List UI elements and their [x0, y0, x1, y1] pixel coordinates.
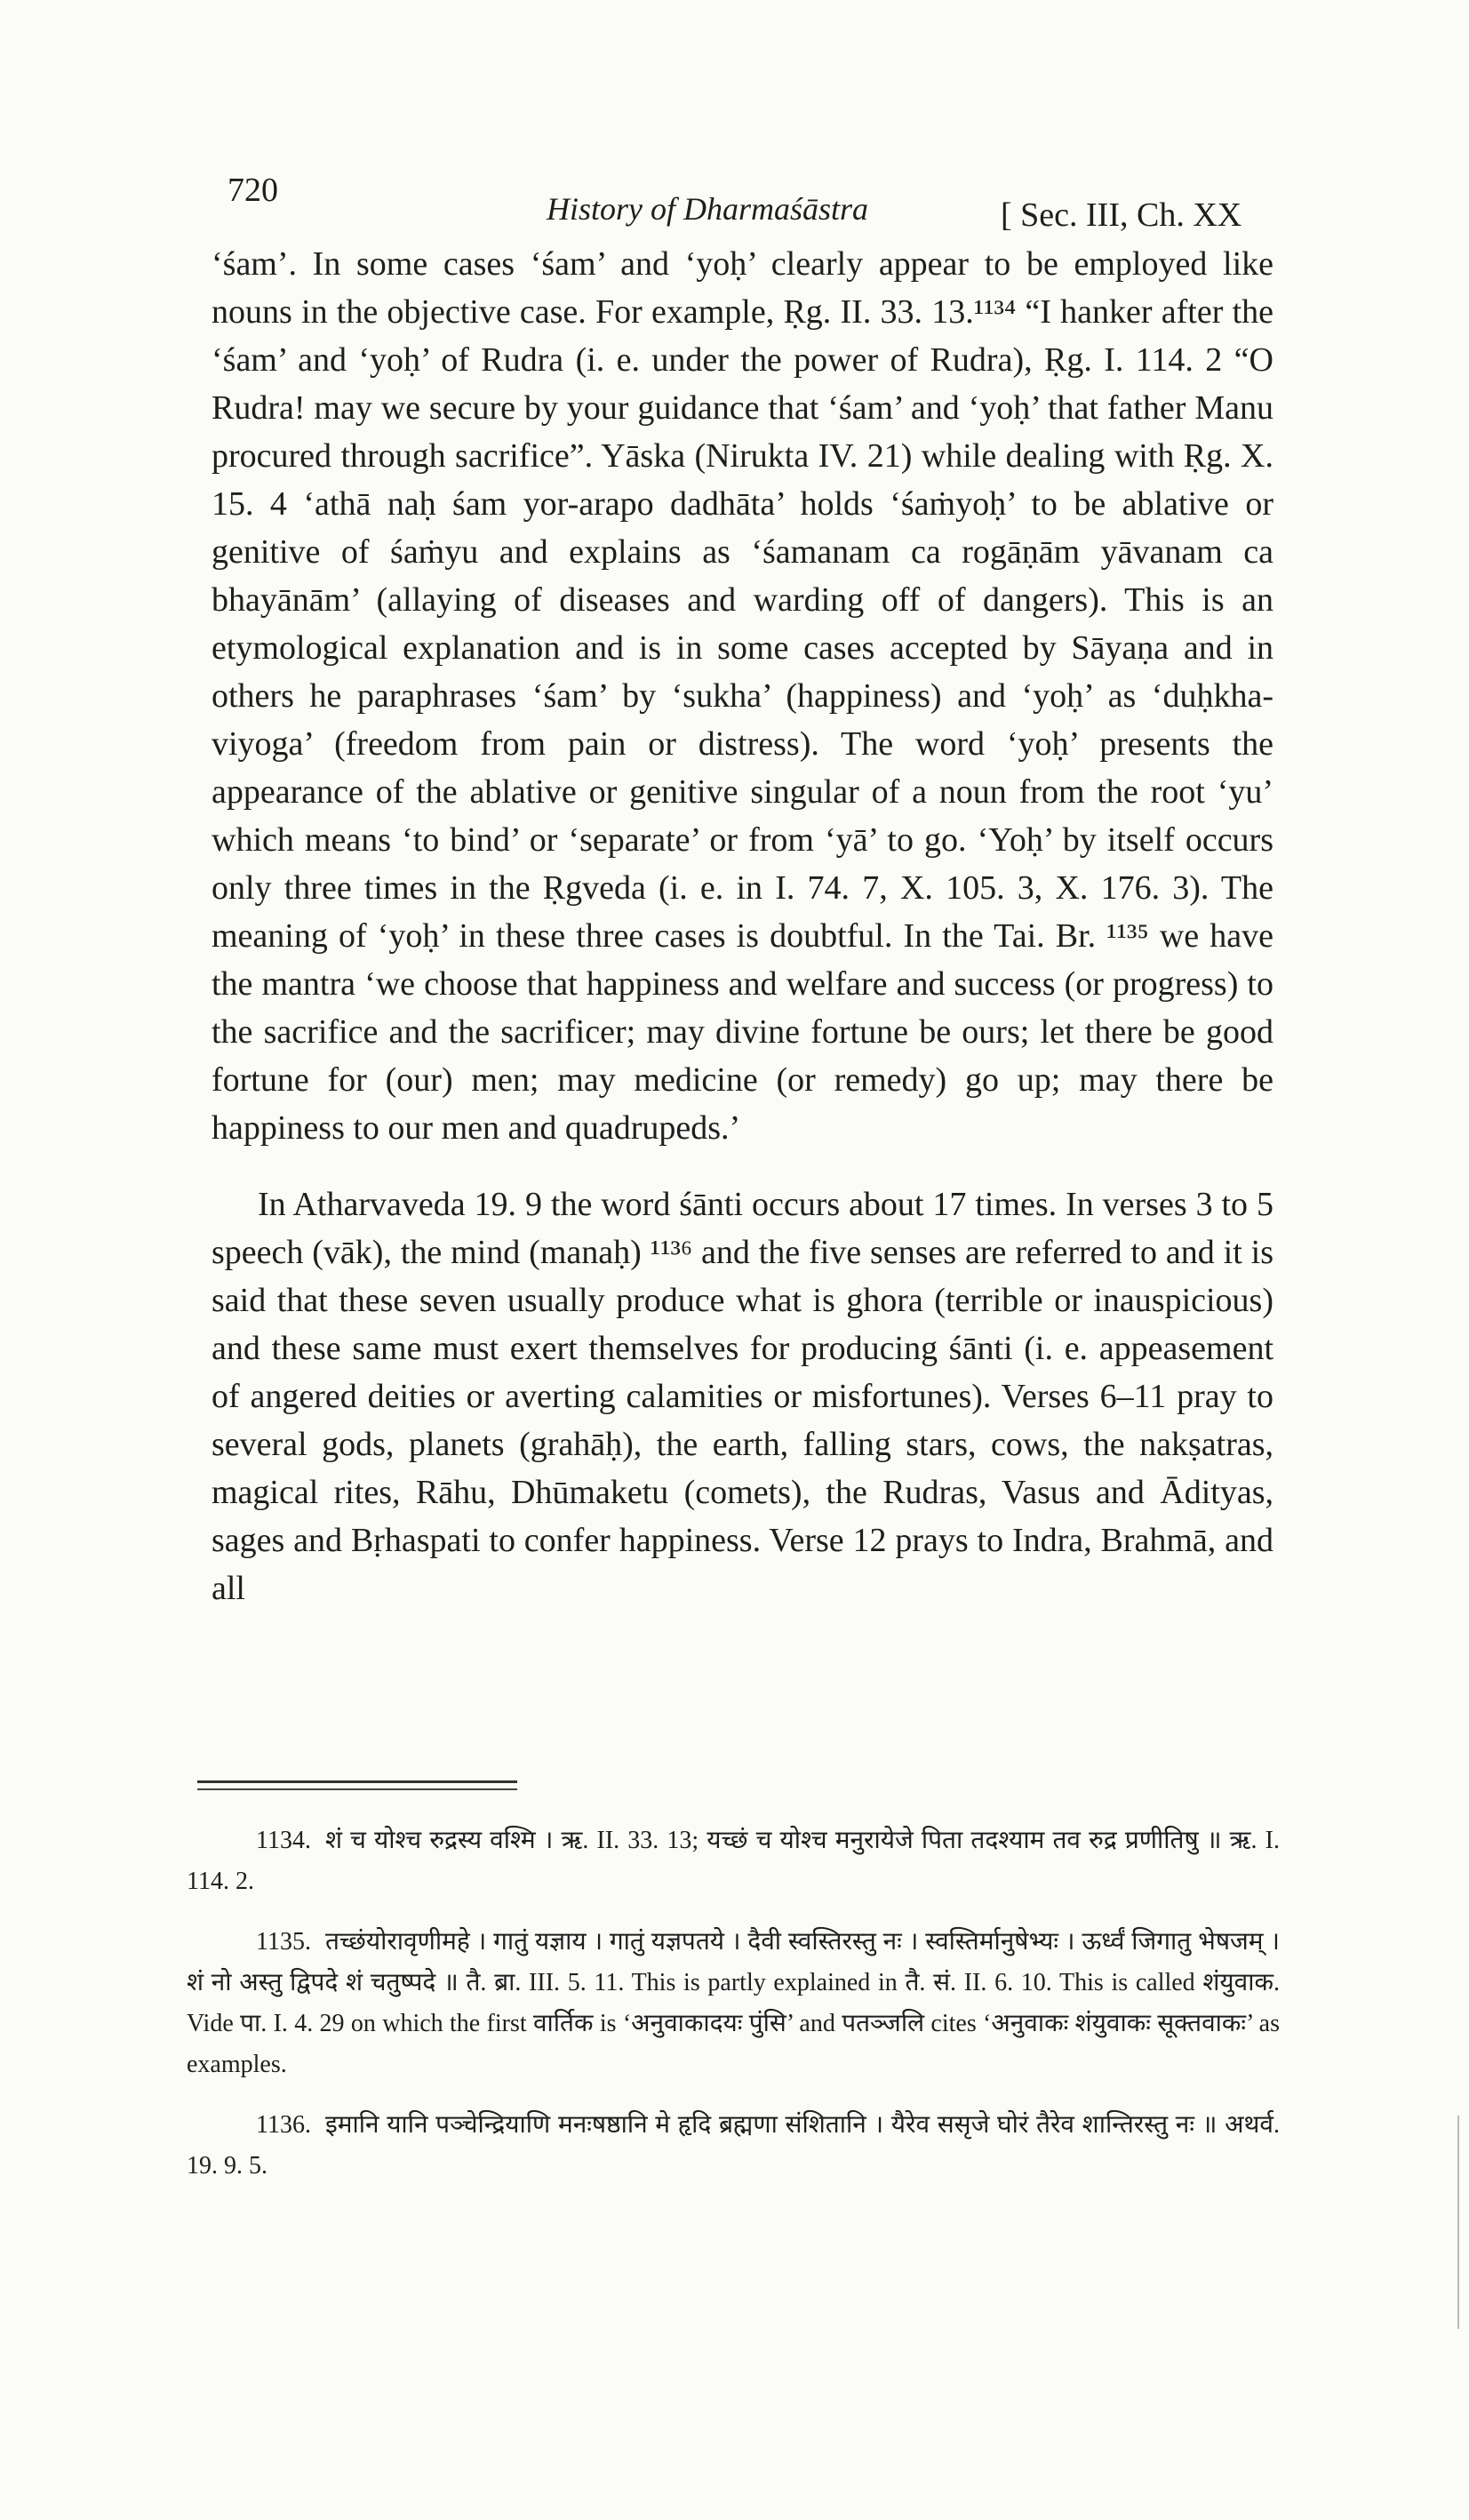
footnote-divider [197, 1780, 517, 1783]
scan-edge-shadow [1457, 2116, 1459, 2329]
running-title: History of Dharmaśāstra [547, 191, 869, 227]
paragraph-2: In Atharvaveda 19. 9 the word śānti occurs about 17 times. In verses 3 to 5 speech (vāk), the mind (manaḥ) ¹¹³⁶ and the five senses are referred to and it is said that these seven usually produce what is ghora (terrible or inauspicious) and these same must exert themselves for producing śānti (i. e. appeasement of angered deities or averting calamities or misfortunes). Verses 6–11 pray to several gods, planets (grahāḥ), the earth, falling stars, cows, the nakṣatras, magical rites, Rāhu, Dhūmaketu (comets), the Rudras, Vasus and Ādityas, sages and Bṛhaspati to confer happiness. Verse 12 prays to Indra, Brahmā, and all [212, 1186, 1273, 1607]
footnote-text: तच्छंयोरावृणीमहे । गातुं यज्ञाय । गातुं यज्ञपतये । दैवी स्वस्तिरस्तु नः । स्वस्तिर्मानुषेभ्यः । ऊर्ध्वं जिगातु भेषजम् । शं नो अस्तु द्विपदे शं चतुष्पदे ॥ तै. ब्रा. III. 5. 11. This is partly explained in तै. सं. II. 6. 10. This is called शंयुवाक. Vide पा. I. 4. 29 on which the first वार्तिक is ‘अनुवाकादयः पुंसि’ and पतञ्जलि cites ‘अनुवाकः शंयुवाकः सूक्तवाकः’ as examples. [187, 1928, 1280, 2078]
footnotes [187, 1820, 1280, 2206]
footnote-text: इमानि यानि पञ्चेन्द्रियाणि मनःषष्ठानि मे हृदि ब्रह्मणा संशितानि । यैरेव ससृजे घोरं तैरेव शान्तिरस्तु नः ॥ अथर्व. 19. 9. 5. [187, 2111, 1280, 2180]
footnote-number: 1136. [256, 2111, 311, 2139]
footnote-1136 [187, 2105, 1280, 2187]
page-number: 720 [228, 172, 278, 209]
footnote-1135 [187, 1922, 1280, 2085]
footnote-number: 1135. [256, 1928, 311, 1956]
footnote-number: 1134. [256, 1827, 311, 1854]
paragraph-1: ‘śam’. In some cases ‘śam’ and ‘yoḥ’ clearly appear to be employed like nouns in the objective case. For example, Ṛg. II. 33. 13.¹¹³⁴ “I hanker after the ‘śam’ and ‘yoḥ’ of Rudra (i. e. under the power of Rudra), Ṛg. I. 114. 2 “O Rudra! may we secure by your guidance that ‘śam’ and ‘yoḥ’ that father Manu procured through sacrifice”. Yāska (Nirukta IV. 21) while dealing with Ṛg. X. 15. 4 ‘athā naḥ śam yor-arapo dadhāta’ holds ‘śaṁyoḥ’ to be ablative or genitive of śaṁyu and explains as ‘śamanam ca rogāṇām yāvanam ca bhayānām’ (allaying of diseases and warding off of dangers). This is an etymological explanation and is in some cases accepted by Sāyaṇa and in others he paraphrases ‘śam’ by ‘sukha’ (happiness) and ‘yoḥ’ as ‘duḥkha-viyoga’ (freedom from pain or distress). The word ‘yoḥ’ presents the appearance of the ablative or genitive singular of a noun from the root ‘yu’ which means ‘to bind’ or ‘separate’ or from ‘yā’ to go. ‘Yoḥ’ by itself occurs only three times in the Ṛgveda (i. e. in I. 74. 7, X. 105. 3, X. 176. 3). The meaning of ‘yoḥ’ in these three cases is doubtful. In the Tai. Br. ¹¹³⁵ we have the mantra ‘we choose that happiness and welfare and success (or progress) to the sacrifice and the sacrificer; may divine fortune be ours; let there be good fortune for (our) men; may medicine (or remedy) go up; may there be happiness to our men and quadrupeds.’ [212, 245, 1273, 1147]
section-reference: [ Sec. III, Ch. XX [1001, 196, 1242, 234]
footnote-text: शं च योश्च रुद्रस्य वश्मि । ऋ. II. 33. 13; यच्छं च योश्च मनुरायेजे पिता तदश्याम तव रुद्र प्रणीतिषु ॥ ऋ. I. 114. 2. [187, 1827, 1280, 1895]
footnote-1134 [187, 1820, 1280, 1902]
page-header [222, 171, 1306, 233]
footnote-divider-lower [197, 1788, 517, 1790]
body-text [212, 240, 1273, 1612]
